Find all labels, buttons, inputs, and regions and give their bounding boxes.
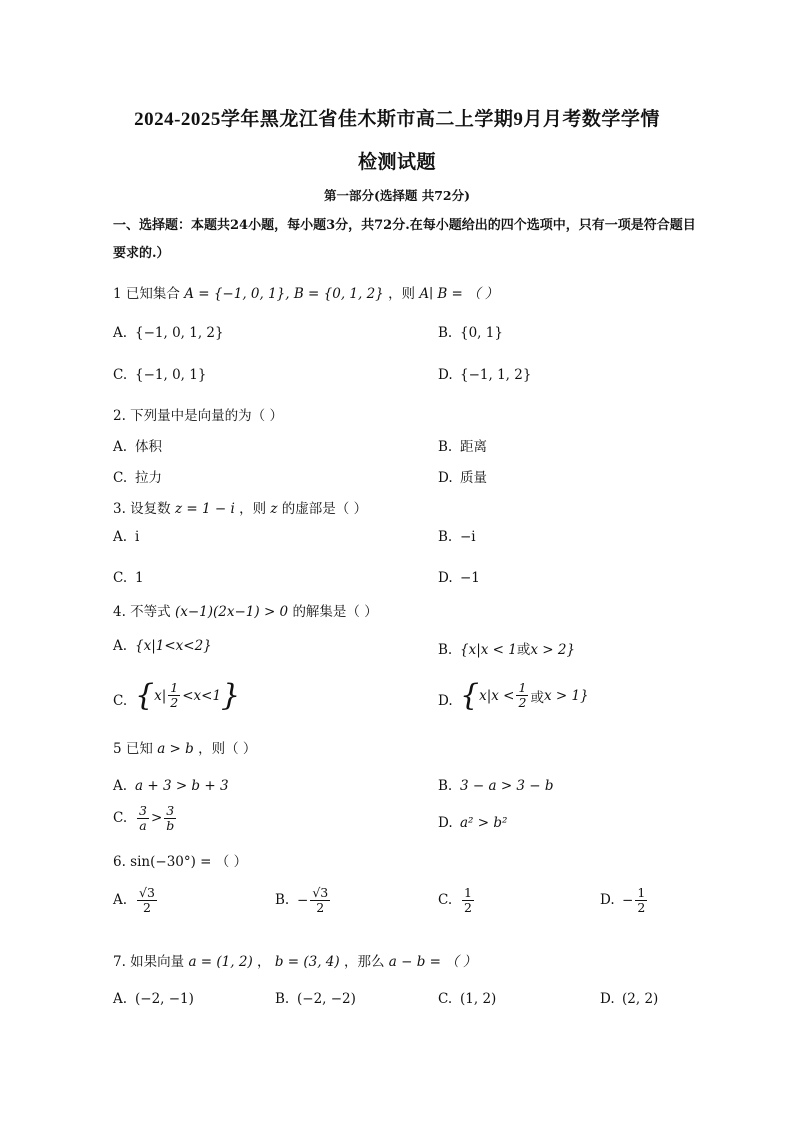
option-label: D.: [438, 815, 453, 831]
option-text: {−1, 1, 2}: [460, 367, 532, 383]
option-text: i: [135, 529, 140, 545]
option-text: (1, 2): [460, 991, 497, 1007]
q1-sets: A = {−1, 0, 1}, B = {0, 1, 2}: [184, 286, 384, 302]
option-text: −i: [460, 529, 476, 545]
q6-option-b[interactable]: [275, 886, 332, 916]
option-label: D.: [438, 470, 453, 486]
q4-option-b[interactable]: B. {x|x < 1或x > 2}: [438, 642, 576, 658]
q5-suffix: ，则（ ）: [198, 741, 257, 757]
option-text: {0, 1}: [460, 325, 503, 341]
q7-vector-b: b = (3, 4): [274, 954, 340, 970]
option-text: 体积: [135, 439, 162, 455]
option-text: 距离: [460, 439, 487, 455]
option-label: C.: [438, 991, 453, 1007]
option-text: −1: [460, 570, 480, 586]
option-label: B.: [275, 991, 290, 1007]
option-text: (−2, −1): [135, 991, 194, 1007]
negative-sign: −: [297, 892, 309, 909]
question-6-stem: 6. sin(−30°) = （ ）: [113, 854, 248, 870]
q3-option-b[interactable]: [438, 529, 476, 545]
q2-option-c[interactable]: [113, 466, 162, 486]
q2-option-a[interactable]: [113, 435, 162, 455]
q3-suffix: 的虚部是（ ）: [281, 501, 368, 517]
option-label: A.: [113, 439, 128, 455]
q7-prefix: 7. 如果向量: [113, 954, 185, 970]
q1-option-d[interactable]: [438, 367, 531, 383]
option-label: B.: [275, 892, 290, 909]
option-label: D.: [438, 570, 453, 586]
option-text: 拉力: [135, 470, 162, 486]
q1-option-b[interactable]: [438, 325, 503, 341]
fraction-denominator: 2: [637, 900, 646, 916]
option-label: D.: [438, 367, 453, 383]
q7-vector-a: a = (1, 2): [188, 954, 253, 970]
fraction-numerator: √3: [139, 885, 155, 900]
q1-option-c[interactable]: [113, 367, 206, 383]
option-text-part: x|x < 1: [468, 642, 517, 658]
option-label: C.: [113, 470, 128, 486]
q3-var: z: [270, 501, 278, 517]
fraction-denominator: a: [139, 818, 147, 834]
option-text: 3 − a > 3 − b: [460, 778, 554, 794]
option-label: B.: [438, 439, 453, 455]
option-text: (2, 2): [622, 991, 659, 1007]
option-text: 1: [135, 570, 144, 586]
option-label: C.: [113, 810, 128, 827]
option-label: C.: [113, 570, 128, 586]
q6-option-d[interactable]: [600, 886, 649, 916]
option-text: {x|1<x<2}: [135, 638, 212, 654]
fraction-numerator: 1: [464, 885, 472, 900]
q3-option-c[interactable]: [113, 570, 144, 586]
question-5-stem: [113, 737, 256, 757]
option-text-part: x > 2: [530, 642, 567, 658]
q4-option-a[interactable]: [113, 638, 212, 654]
exam-title-line2: 检测试题: [357, 152, 436, 173]
question-3-stem: [113, 497, 367, 517]
fraction-numerator: 3: [139, 803, 147, 818]
question-2-stem: 2. 下列量中是向量的为（ ）: [113, 408, 283, 424]
option-label: A.: [113, 325, 128, 341]
q5-option-a[interactable]: [113, 778, 229, 794]
q5-prefix: 5 已知: [113, 741, 153, 757]
q7-option-c[interactable]: [438, 991, 496, 1007]
q3-option-a[interactable]: [113, 529, 139, 545]
option-label: B.: [438, 529, 453, 545]
option-label: B.: [438, 778, 453, 794]
q6-option-c[interactable]: [438, 886, 476, 916]
option-label: C.: [438, 892, 453, 909]
q7-mid: ，那么: [343, 954, 385, 970]
option-label: A.: [113, 892, 128, 909]
fraction-denominator: 2: [518, 695, 527, 710]
part-heading: 第一部分(选择题 共72分): [323, 188, 471, 203]
q4-suffix: 的解集是（ ）: [292, 604, 378, 620]
q3-prefix: 3. 设复数: [113, 501, 171, 517]
question-7-stem: [113, 950, 477, 970]
fraction-denominator: 2: [316, 900, 325, 916]
q1-prefix: 1 已知集合: [113, 286, 180, 302]
option-text: a + 3 > b + 3: [135, 778, 229, 794]
q1-suffix: ，则: [388, 286, 416, 302]
option-label: A.: [113, 529, 128, 545]
option-or: 或: [516, 642, 531, 658]
option-label: D.: [600, 892, 615, 909]
q7-option-d[interactable]: [600, 991, 658, 1007]
q3-mid: ，则: [239, 501, 267, 517]
option-label: A.: [113, 991, 128, 1007]
question-4-stem: [113, 600, 378, 620]
fraction-numerator: 1: [637, 885, 646, 900]
fraction-denominator: 2: [464, 900, 472, 916]
option-label: A.: [113, 778, 128, 794]
fraction-denominator: 2: [170, 695, 179, 710]
question-1-stem: [113, 282, 498, 302]
option-text-part: x|x <: [479, 687, 515, 704]
fraction-numerator: 1: [170, 679, 179, 695]
q4-option-c[interactable]: C. { x| $\frac{1}{2}$ <x<1 }: [113, 678, 241, 713]
q1-option-a[interactable]: [113, 325, 224, 341]
comparison-operator: >: [150, 810, 163, 827]
q5-option-d[interactable]: [438, 815, 507, 831]
option-text-part: <x<1: [182, 687, 222, 704]
q6-option-a[interactable]: [113, 886, 159, 916]
option-text: {−1, 0, 1}: [135, 367, 207, 383]
option-or: 或: [530, 689, 544, 706]
fraction-denominator: b: [166, 818, 175, 834]
fraction-denominator: 2: [142, 900, 151, 916]
negative-sign: −: [622, 892, 634, 909]
q5-option-b[interactable]: [438, 778, 554, 794]
fraction-numerator: 1: [518, 679, 527, 695]
exam-title-line1: 2024-2025学年黑龙江省佳木斯市高二上学期9月月考数学学情: [134, 109, 660, 130]
q7-option-b[interactable]: [275, 991, 356, 1007]
q5-condition: a > b: [157, 741, 194, 757]
option-label: A.: [113, 638, 128, 654]
option-text: a² > b²: [460, 815, 508, 831]
option-text-part: x > 1: [543, 687, 581, 704]
fraction-numerator: 3: [166, 803, 175, 818]
q3-option-d[interactable]: [438, 570, 480, 586]
q2-option-b[interactable]: [438, 435, 487, 455]
option-label: C.: [113, 367, 128, 383]
section-instructions: 一、选择题：本题共24小题，每小题3分，共72分.在每小题给出的四个选项中，只有一项是符合题目要求的.）: [113, 218, 696, 261]
option-text: 质量: [460, 470, 487, 486]
option-label: B.: [438, 642, 453, 658]
q4-inequality: (x−1)(2x−1) > 0: [174, 604, 289, 620]
option-label: C.: [113, 693, 128, 709]
q5-option-c[interactable]: [113, 804, 178, 834]
q2-option-d[interactable]: [438, 466, 487, 486]
option-label: D.: [438, 693, 453, 709]
option-text: (−2, −2): [297, 991, 356, 1007]
q4-prefix: 4. 不等式: [113, 604, 171, 620]
fraction-numerator: √3: [312, 885, 329, 900]
q4-option-d[interactable]: D. { x|x < $\frac{1}{2}$ 或 x > 1 }: [438, 678, 589, 713]
option-text-part: x|: [154, 687, 167, 704]
q7-separator: ，: [257, 954, 271, 970]
q1-ask: A∣ B = （ ）: [419, 286, 499, 302]
q7-expression: a − b = （ ）: [388, 954, 477, 970]
option-text: {−1, 0, 1, 2}: [135, 325, 224, 341]
q3-expr: z = 1 − i: [174, 501, 235, 517]
option-label: B.: [438, 325, 453, 341]
option-label: D.: [600, 991, 615, 1007]
q7-option-a[interactable]: [113, 991, 194, 1007]
